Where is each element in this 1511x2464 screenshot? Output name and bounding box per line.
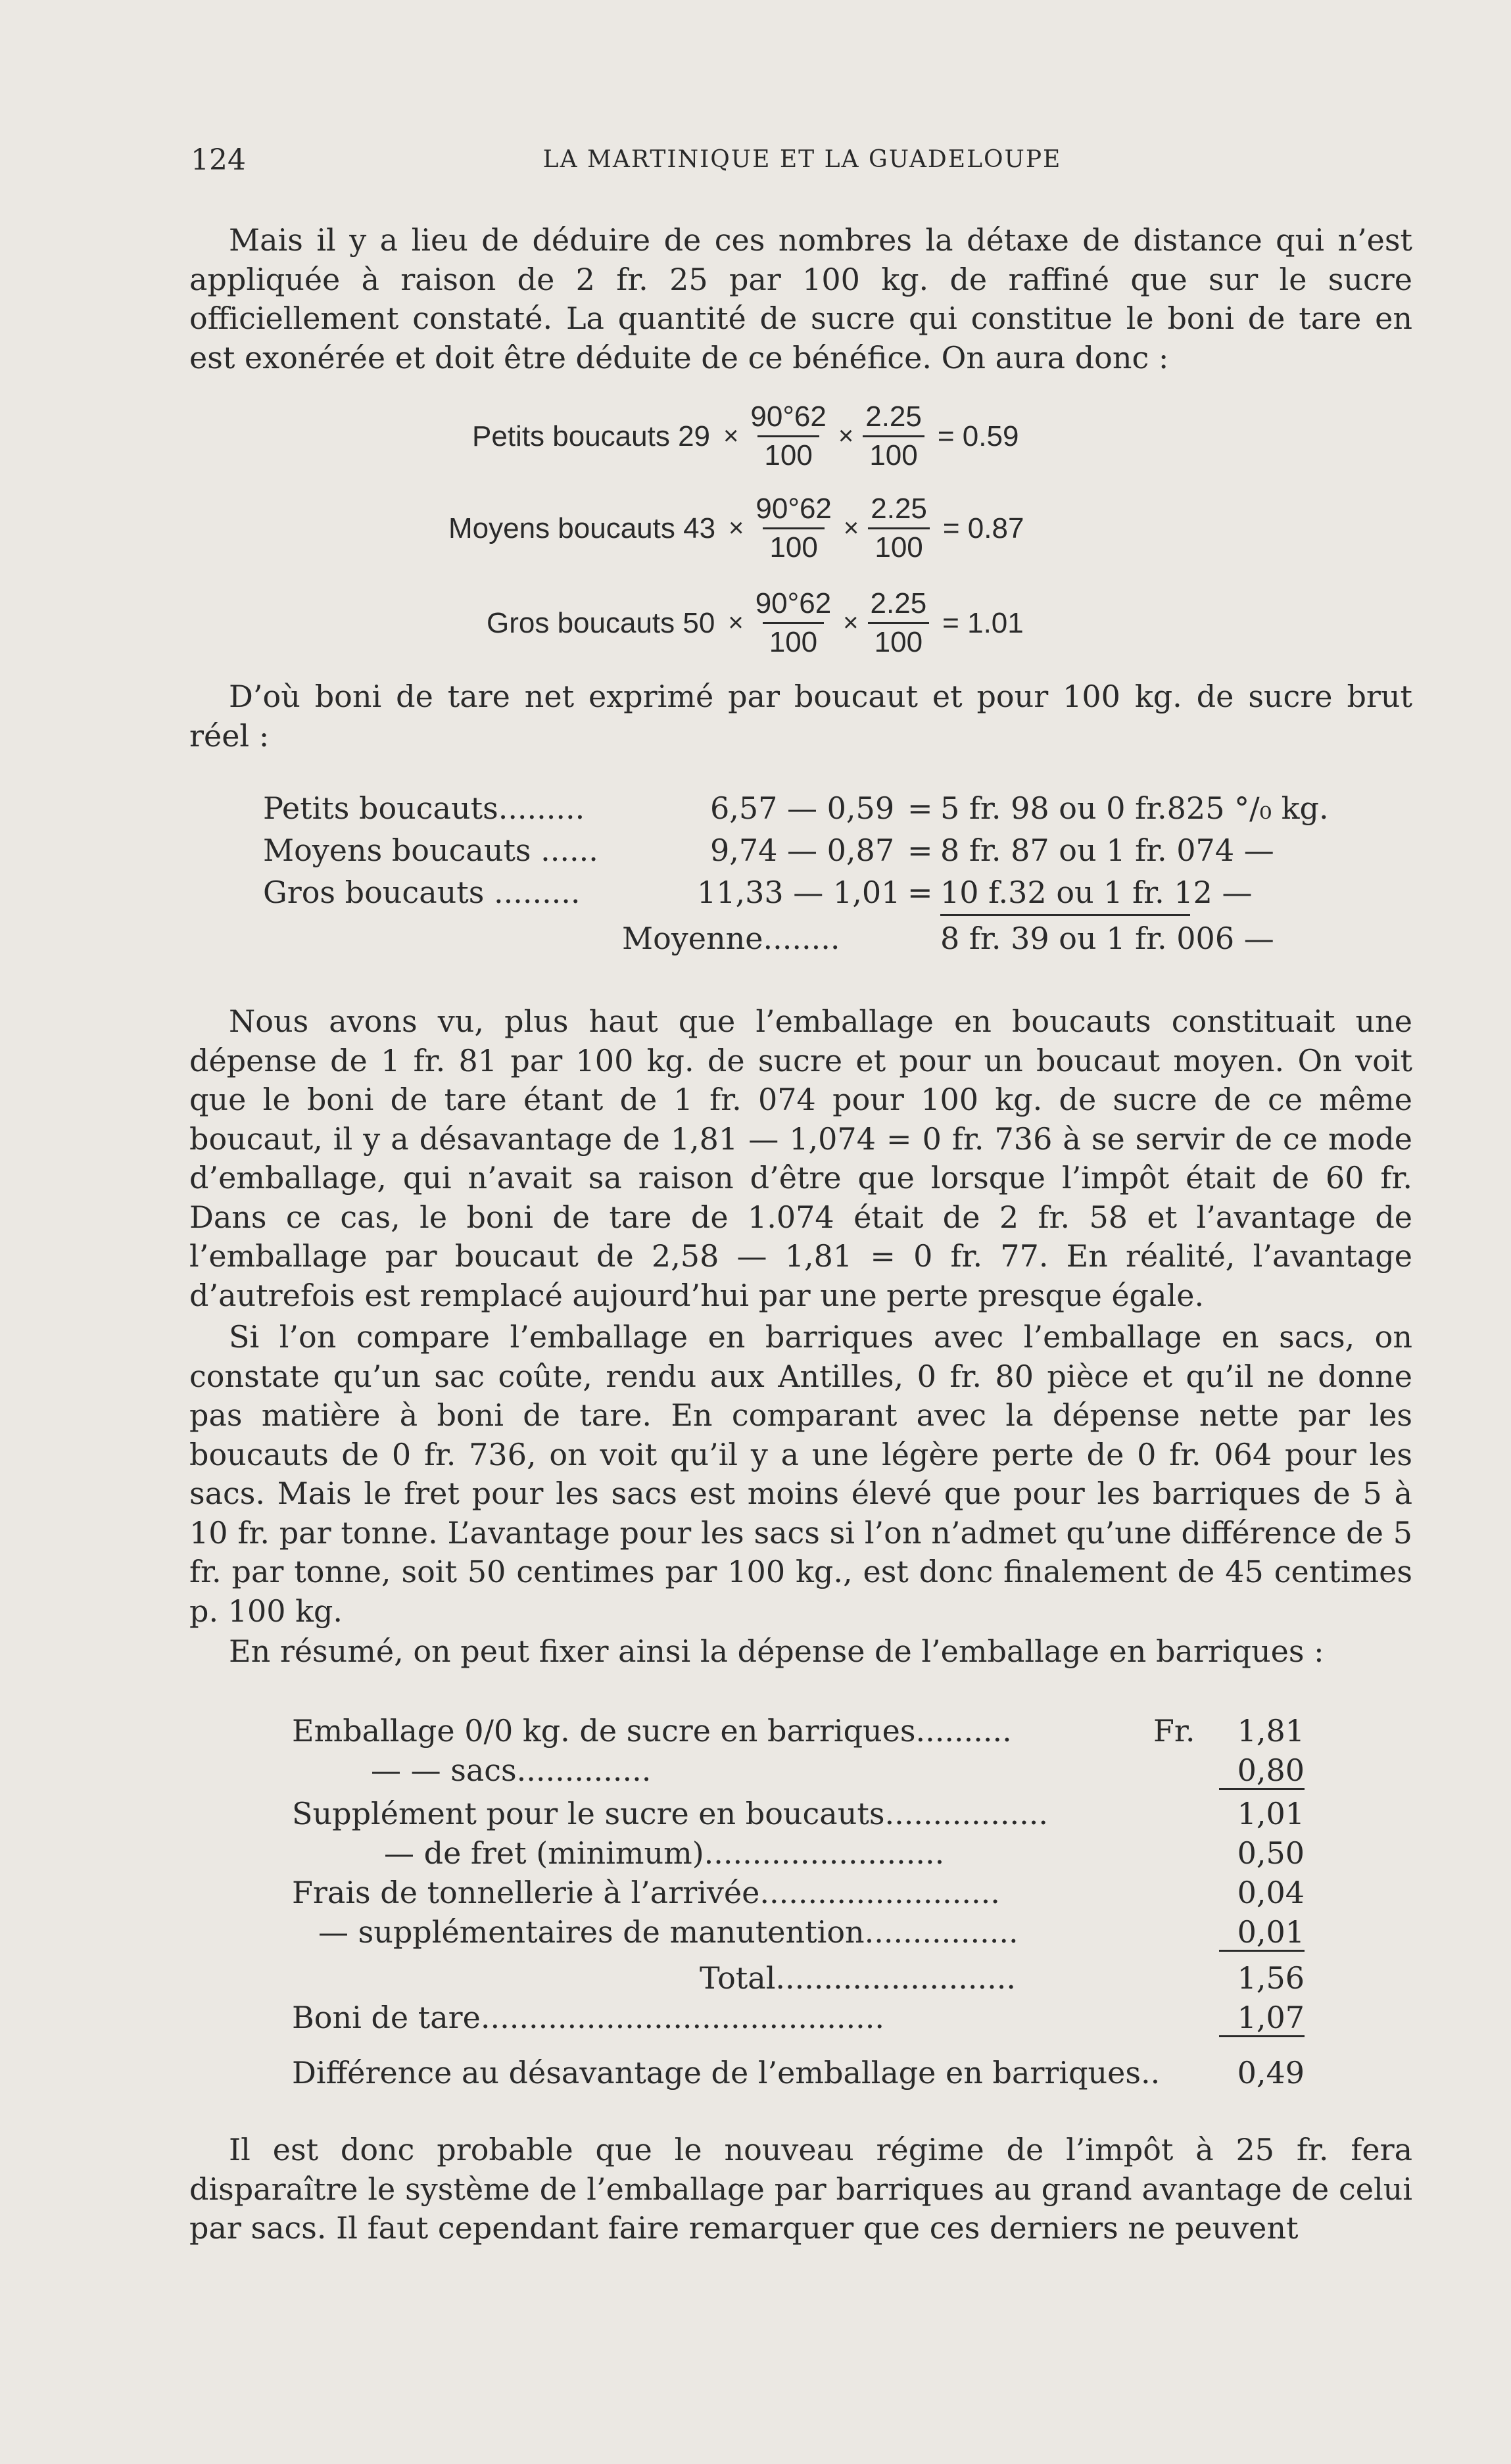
row-eq: = (907, 790, 933, 826)
paragraph-1: Mais il y a lieu de déduire de ces nombres la détaxe de distance qui n’est appliquée à raison de 2 fr. 25 par 100 kg. de raffiné que sur le sucre officiellement constaté. La quantité de sucre qui constitue le boni de tare en est exonérée et doit être déduite de ce bénéfice. On aura donc : (189, 222, 1412, 375)
page-number: 124 (191, 143, 246, 177)
formula-moyens (448, 495, 1024, 562)
numerator: 90°62 (750, 400, 827, 433)
denominator: 100 (868, 527, 929, 562)
times-sign: × (843, 608, 859, 637)
row-result: 5 fr. 98 ou 0 fr.825 °/₀ kg. (940, 790, 1329, 826)
row-amount: 1,81 (1237, 1713, 1305, 1749)
row-eq: = (907, 833, 933, 868)
numerator: 90°62 (756, 493, 832, 525)
denominator: 100 (863, 435, 924, 470)
row-label: Frais de tonnellerie à l’arrivée......................... (292, 1875, 1000, 1910)
times-sign: × (729, 514, 744, 543)
table-row (292, 1796, 1305, 1835)
formula-result: = 0.87 (942, 512, 1024, 544)
numerator: 90°62 (755, 587, 832, 619)
table-row (292, 2055, 1305, 2094)
row-currency: Fr. (1153, 1713, 1195, 1749)
row-result: 8 fr. 87 ou 1 fr. 074 — (940, 833, 1274, 868)
numerator: 2.25 (870, 587, 927, 619)
row-amount: 0,04 (1237, 1875, 1305, 1910)
numerator: 2.25 (865, 400, 922, 433)
row-label: — — sacs.............. (371, 1752, 652, 1788)
table-row (292, 1960, 1305, 2000)
times-sign: × (723, 422, 739, 450)
table-row (292, 2000, 1305, 2039)
row-label: Emballage 0/0 kg. de sucre en barriques.......... (292, 1713, 1012, 1749)
formula-label: Moyens boucauts 43 (448, 512, 716, 544)
row-amount: 1,56 (1237, 1960, 1305, 1996)
row-amount: 0,50 (1237, 1835, 1305, 1871)
fraction-2 (864, 495, 934, 562)
denominator: 100 (763, 622, 824, 657)
formula-result: = 1.01 (942, 606, 1024, 639)
table-row (292, 1713, 1305, 1752)
formula-result: = 0.59 (937, 420, 1019, 452)
formula-petits (472, 402, 1019, 470)
running-title: LA MARTINIQUE ET LA GUADELOUPE (542, 146, 1062, 173)
sum-rule (940, 914, 1190, 916)
row-calc: 6,57 — 0,59 (710, 790, 895, 826)
paragraph-3: Nous avons vu, plus haut que l’emballage en boucauts constituait une dépense de 1 fr. 81 par 100 kg. de sucre et pour un boucaut moyen. On voit que le boni de tare étant de 1 fr. 074 pour 100 kg. de sucre de ce même boucaut, il y a désavantage de 1,81 — 1,074 = 0 fr. 736 à se servir de ce mode d’emballage, qui n’avait sa raison d’être que lorsque l’impôt était de 60 fr. Dans ce cas, le boni de tare de 1.074 était de 2 fr. 58 et l’avantage de l’emballage par boucaut de 2,58 — 1,81 = 0 fr. 77. En réalité, l’avantage d’autrefois est remplacé aujourd’hui par une perte presque égale. (189, 1003, 1412, 1313)
row-label: Supplément pour le sucre en boucauts................. (292, 1796, 1049, 1831)
row-eq: = (907, 875, 933, 910)
row-label: Petits boucauts......... (263, 790, 585, 826)
times-sign: × (838, 422, 854, 450)
denominator: 100 (763, 527, 824, 562)
table-row (292, 1875, 1305, 1914)
formula-gros (487, 589, 1024, 657)
denominator: 100 (757, 435, 819, 470)
paragraph-5: En résumé, on peut fixer ainsi la dépense de l’emballage en barriques : (229, 1633, 1324, 1669)
page-header (191, 143, 1414, 183)
row-label: Total......................... (700, 1960, 1016, 1996)
row-amount: 1,01 (1237, 1796, 1305, 1831)
row-amount: 0,01 (1219, 1914, 1305, 1952)
fraction-1 (749, 589, 838, 657)
row-amount: 1,07 (1219, 2000, 1305, 2037)
paragraph-4: Si l’on compare l’emballage en barriques avec l’emballage en sacs, on constate qu’un sac coûte, rendu aux Antilles, 0 fr. 80 pièce et qu’il ne donne pas matière à boni de tare. En comparant avec la dépense nette par les boucauts de 0 fr. 736, on voit qu’il y a une légère perte de 0 fr. 064 pour les sacs. Mais le fret pour les sacs est moins élevé que pour les barriques de 5 à 10 fr. par tonne. L’avantage pour les sacs si l’on n’admet qu’une différence de 5 fr. par tonne, soit 50 centimes par 100 kg., est donc finalement de 45 centimes p. 100 kg. (189, 1319, 1412, 1629)
formula-label: Petits boucauts 29 (472, 420, 711, 452)
row-calc: 11,33 — 1,01 (697, 875, 901, 910)
paragraph-2: D’où boni de tare net exprimé par boucaut et pour 100 kg. de sucre brut réel : (189, 679, 1412, 754)
fraction-1 (749, 495, 838, 562)
fraction-2 (859, 402, 928, 470)
row-result: 10 f.32 ou 1 fr. 12 — (940, 875, 1253, 910)
row-label: Moyenne........ (622, 921, 840, 956)
denominator: 100 (868, 622, 929, 657)
row-calc: 9,74 — 0,87 (710, 833, 895, 868)
row-label: — de fret (minimum)......................... (384, 1835, 945, 1871)
row-label: Moyens boucauts ...... (263, 833, 598, 868)
times-sign: × (843, 514, 859, 543)
numerator: 2.25 (871, 493, 927, 525)
row-label: — supplémentaires de manutention................ (318, 1914, 1019, 1950)
row-label: Différence au désavantage de l’emballage en barriques.. (292, 2055, 1161, 2090)
row-amount: 0,80 (1219, 1752, 1305, 1790)
row-label: Boni de tare.......................................... (292, 2000, 884, 2035)
table-row (292, 1914, 1305, 1954)
fraction-2 (864, 589, 934, 657)
table-row (292, 1752, 1305, 1792)
row-label: Gros boucauts ......... (263, 875, 581, 910)
row-amount: 0,49 (1237, 2055, 1305, 2090)
fraction-1 (744, 402, 832, 470)
formula-label: Gros boucauts 50 (487, 606, 715, 639)
paragraph-6: Il est donc probable que le nouveau régime de l’impôt à 25 fr. fera disparaître le système de l’emballage par barriques au grand avantage de celui par sacs. Il faut cependant faire remarquer que ces derniers ne peuvent (189, 2132, 1412, 2246)
table-row (292, 1835, 1305, 1875)
times-sign: × (728, 608, 744, 637)
row-result: 8 fr. 39 ou 1 fr. 006 — (940, 921, 1274, 956)
